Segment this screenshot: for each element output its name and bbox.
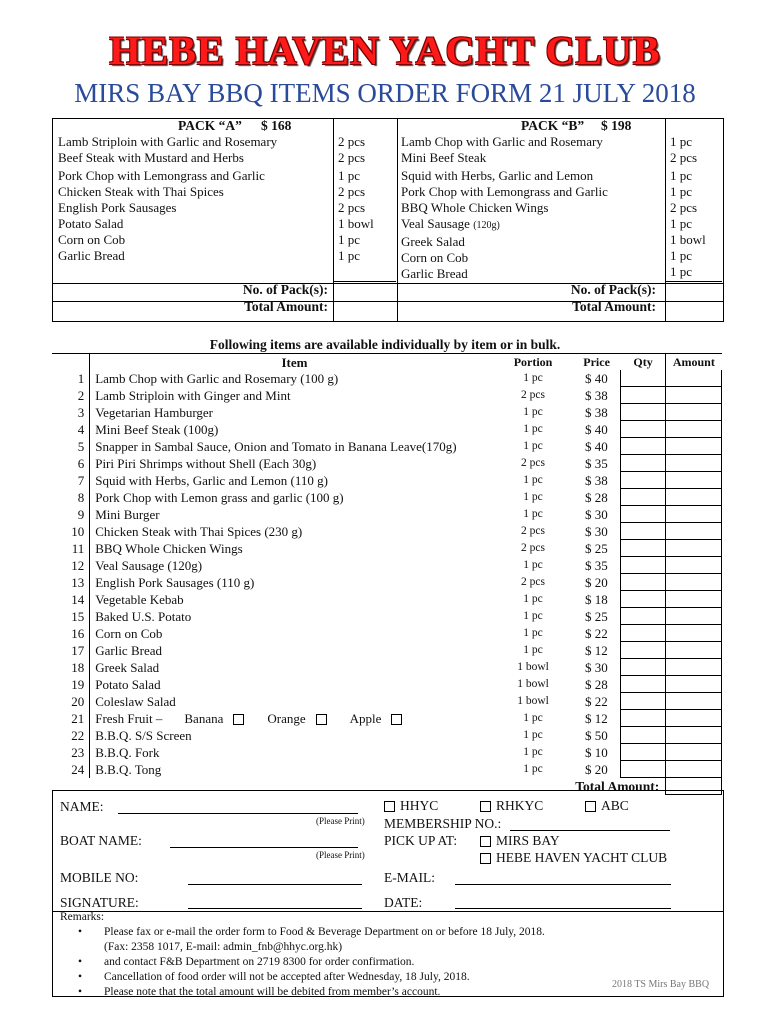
amount-input[interactable] (666, 659, 722, 676)
item-price: $ 40 (584, 370, 608, 386)
checkbox-icon (480, 801, 491, 812)
fruit-option-label: Apple (349, 710, 382, 726)
item-name-text: Fresh Fruit – (95, 710, 163, 726)
list-item: Pork Chop with Lemongrass and Garlic (401, 184, 608, 199)
item-portion: 1 pc (523, 711, 543, 724)
item-name: Vegetarian Hamburger (95, 404, 214, 420)
table-row (52, 472, 722, 489)
item-name: Lamb Chop with Garlic and Rosemary (100 g) (95, 370, 339, 386)
item-portion: 1 pc (523, 439, 543, 452)
qty-input[interactable] (621, 591, 666, 608)
item-portion: 1 pc (523, 558, 543, 571)
remarks-list (78, 925, 545, 1000)
item-qty: 1 pc (670, 184, 693, 199)
pickup-option-label: MIRS BAY (496, 833, 560, 848)
table-header (52, 354, 722, 370)
item-number: 23 (52, 744, 90, 761)
qty-input[interactable] (621, 744, 666, 761)
date-input[interactable] (455, 907, 671, 909)
qty-input[interactable] (621, 540, 666, 557)
amount-input[interactable] (666, 710, 722, 727)
item-name: Piri Piri Shrimps without Shell (Each 30g) (95, 455, 317, 471)
item-portion: 1 pc (523, 643, 543, 656)
club-label: HHYC (400, 798, 439, 813)
item-portion: 1 pc (523, 626, 543, 639)
item-name: Mini Beef Steak (100g) (95, 421, 219, 437)
pack-b-quantities (670, 134, 706, 280)
item-qty: 2 pcs (670, 200, 698, 215)
checkbox-icon (384, 801, 395, 812)
qty-input[interactable] (621, 659, 666, 676)
qty-input[interactable] (621, 370, 666, 387)
item-name: Corn on Cob (95, 625, 163, 641)
item-portion: 1 pc (523, 728, 543, 741)
item-name: Pork Chop with Lemon grass and garlic (100 g) (95, 489, 344, 505)
item-qty: 1 pc (338, 232, 361, 247)
qty-input[interactable] (621, 506, 666, 523)
item-portion: 2 pcs (521, 456, 546, 469)
item-qty: 1 pc (670, 248, 693, 263)
table-row (52, 693, 722, 710)
item-number: 20 (52, 693, 90, 710)
item-price: $ 38 (584, 472, 608, 488)
item-number: 19 (52, 676, 90, 693)
qty-input[interactable] (621, 761, 666, 778)
table-row (52, 574, 722, 591)
checkbox-icon (480, 853, 491, 864)
pack-b-price: $ 198 (601, 118, 632, 133)
list-item: Garlic Bread (58, 248, 125, 263)
table-row (52, 387, 722, 404)
qty-input[interactable] (621, 574, 666, 591)
pack-a-total-label: Total Amount: (244, 299, 328, 314)
table-row (52, 727, 722, 744)
list-item: • Please fax or e-mail the order form to Food & Beverage Department on or before 18 July, 2018. (78, 926, 545, 938)
item-qty: 1 bowl (338, 216, 374, 231)
qty-input[interactable] (621, 472, 666, 489)
item-qty: 1 pc (670, 264, 693, 279)
item-qty: 2 pcs (338, 134, 366, 149)
list-item: Corn on Cob (401, 250, 469, 265)
form-subtitle: MIRS BAY BBQ ITEMS ORDER FORM 21 JULY 2018 (74, 78, 696, 108)
item-name: English Pork Sausages (110 g) (95, 574, 255, 590)
table-row (52, 557, 722, 574)
item-portion: 1 bowl (517, 677, 549, 690)
qty-input[interactable] (621, 625, 666, 642)
col-portion: Portion (513, 354, 553, 369)
col-num (52, 354, 90, 370)
list-item: Corn on Cob (58, 232, 126, 247)
item-qty: 1 pc (670, 134, 693, 149)
footer-note: 2018 TS Mirs Bay BBQ (612, 979, 710, 990)
pack-a-quantities (338, 134, 374, 264)
amount-input[interactable] (666, 387, 722, 404)
amount-input[interactable] (666, 727, 722, 744)
pack-a-items (58, 134, 277, 264)
item-price: $ 30 (584, 659, 608, 675)
item-note: (120g) (473, 220, 500, 231)
item-number: 21 (52, 710, 90, 727)
list-item: English Pork Sausages (58, 200, 177, 215)
table-row (52, 370, 722, 387)
col-item: Item (281, 354, 308, 370)
list-item: Greek Salad (401, 234, 465, 249)
item-price: $ 38 (584, 404, 608, 420)
table-row (52, 676, 722, 693)
fruit-option-banana[interactable] (184, 711, 249, 726)
item-portion: 1 pc (523, 422, 543, 435)
remark-text: (Fax: 2358 1017, E-mail: admin_fnb@hhyc.org.hk) (104, 941, 343, 953)
qty-input[interactable] (621, 387, 666, 404)
pack-a-title: PACK “A” (178, 118, 242, 133)
remark-text: Please fax or e-mail the order form to Food & Beverage Department on or before 18 July, 2018. (104, 926, 545, 938)
item-number: 12 (52, 557, 90, 574)
list-item: Potato Salad (58, 216, 124, 231)
pack-b-title: PACK “B” (521, 118, 585, 133)
col-price: Price (583, 354, 610, 369)
qty-input[interactable] (621, 693, 666, 710)
item-portion: 1 bowl (517, 660, 549, 673)
item-name: B.B.Q. Fork (95, 744, 160, 760)
item-price: $ 18 (584, 591, 608, 607)
amount-input[interactable] (666, 489, 722, 506)
total-label: Total Amount: (575, 778, 660, 794)
amount-input[interactable] (666, 744, 722, 761)
amount-input[interactable] (666, 557, 722, 574)
table-row (52, 659, 722, 676)
signature-input[interactable] (188, 907, 362, 909)
item-name: Coleslaw Salad (95, 693, 176, 709)
qty-input[interactable] (621, 608, 666, 625)
item-number: 2 (52, 387, 90, 404)
item-name: Potato Salad (95, 676, 161, 692)
item-number: 18 (52, 659, 90, 676)
item-portion: 1 pc (523, 609, 543, 622)
item-number: 15 (52, 608, 90, 625)
table-row (52, 761, 722, 778)
checkbox-icon (585, 801, 596, 812)
item-price: $ 40 (584, 421, 608, 437)
item-portion: 1 pc (523, 745, 543, 758)
name-input[interactable] (118, 812, 358, 814)
item-number: 11 (52, 540, 90, 557)
item-number: 22 (52, 727, 90, 744)
membership-label: MEMBERSHIP NO.: (384, 816, 502, 831)
item-portion: 1 pc (523, 762, 543, 775)
item-number: 10 (52, 523, 90, 540)
checkbox-icon (316, 714, 327, 725)
item-number: 24 (52, 761, 90, 778)
club-title: HEBE HAVEN YACHT CLUB (109, 28, 661, 73)
table-row (52, 438, 722, 455)
item-price: $ 35 (584, 557, 608, 573)
amount-input[interactable] (666, 421, 722, 438)
item-qty: 2 pcs (338, 150, 366, 165)
item-qty: 2 pcs (338, 184, 366, 199)
table-row (52, 608, 722, 625)
pack-b-total-label: Total Amount: (572, 299, 656, 314)
amount-input[interactable] (666, 523, 722, 540)
club-option-hhyc[interactable] (384, 798, 438, 814)
item-number: 6 (52, 455, 90, 472)
name-label: NAME: (60, 799, 104, 814)
table-row (52, 744, 722, 761)
amount-input[interactable] (666, 404, 722, 421)
list-item: • Cancellation of food order will not be accepted after Wednesday, 18 July, 2018. (78, 971, 470, 983)
amount-input[interactable] (666, 472, 722, 489)
remark-text: Cancellation of food order will not be accepted after Wednesday, 18 July, 2018. (104, 971, 470, 983)
amount-input[interactable] (666, 540, 722, 557)
item-number: 7 (52, 472, 90, 489)
item-price: $ 22 (584, 625, 608, 641)
list-item: • and contact F&B Department on 2719 8300 for order confirmation. (78, 956, 415, 968)
list-item: Mini Beef Steak (401, 150, 487, 165)
pickup-option-hhyc[interactable] (480, 850, 667, 866)
item-qty: 1 bowl (670, 232, 706, 247)
pickup-option-label: HEBE HAVEN YACHT CLUB (496, 850, 668, 865)
col-qty: Qty (633, 354, 653, 369)
qty-input[interactable] (621, 710, 666, 727)
table-row (52, 421, 722, 438)
pack-a-packs-label: No. of Pack(s): (242, 282, 328, 297)
qty-input[interactable] (621, 642, 666, 659)
amount-input[interactable] (666, 693, 722, 710)
list-item: Squid with Herbs, Garlic and Lemon (401, 168, 594, 183)
list-item: Beef Steak with Mustard and Herbs (58, 150, 244, 165)
item-price: $ 20 (584, 574, 608, 590)
pack-a-qty-input[interactable] (333, 281, 396, 320)
item-portion: 2 pcs (521, 541, 546, 554)
amount-input[interactable] (666, 625, 722, 642)
qty-input[interactable] (621, 557, 666, 574)
list-item: Lamb Striploin with Garlic and Rosemary (58, 134, 278, 149)
table-row (52, 489, 722, 506)
item-name: Veal Sausage (401, 216, 470, 231)
signature-label: SIGNATURE: (60, 895, 139, 910)
item-portion: 1 pc (523, 592, 543, 605)
item-price: $ 10 (584, 744, 608, 760)
table-row (52, 625, 722, 642)
qty-input[interactable] (621, 438, 666, 455)
club-label: ABC (601, 798, 629, 813)
item-portion: 1 pc (523, 405, 543, 418)
individual-heading: Following items are available individually by item or in bulk. (209, 337, 561, 352)
list-item: Chicken Steak with Thai Spices (58, 184, 224, 199)
item-price: $ 20 (584, 761, 608, 777)
fruit-option-apple[interactable] (350, 711, 408, 726)
item-price: $ 28 (584, 489, 608, 505)
item-name: Veal Sausage (120g) (95, 557, 203, 573)
club-option-rhkyc[interactable] (480, 798, 543, 814)
col-amount: Amount (666, 354, 722, 370)
item-name: B.B.Q. S/S Screen (95, 727, 192, 743)
table-row (52, 540, 722, 557)
please-print-note: (Please Print) (316, 850, 365, 860)
item-portion: 1 pc (523, 490, 543, 503)
qty-input[interactable] (621, 455, 666, 472)
item-number: 8 (52, 489, 90, 506)
fruit-option-orange[interactable] (267, 711, 331, 726)
list-item: BBQ Whole Chicken Wings (401, 200, 549, 215)
remark-text: and contact F&B Department on 2719 8300 for order confirmation. (104, 956, 415, 968)
item-portion: 2 pcs (521, 575, 546, 588)
item-name: BBQ Whole Chicken Wings (95, 540, 243, 556)
item-name: Greek Salad (95, 659, 160, 675)
item-portion: 1 pc (523, 371, 543, 384)
club-label: RHKYC (496, 798, 544, 813)
membership-input[interactable] (510, 829, 670, 831)
item-name: Snapper in Sambal Sauce, Onion and Tomato in Banana Leave(170g) (95, 438, 457, 454)
email-input[interactable] (455, 883, 671, 885)
amount-input[interactable] (666, 591, 722, 608)
checkbox-icon (480, 836, 491, 847)
item-qty: 1 pc (338, 248, 361, 263)
item-name (90, 710, 494, 727)
pack-b-packs-label: No. of Pack(s): (570, 282, 656, 297)
item-number: 17 (52, 642, 90, 659)
item-price: $ 38 (584, 387, 608, 403)
table-row (52, 523, 722, 540)
item-price: $ 35 (584, 455, 608, 471)
qty-input[interactable] (621, 523, 666, 540)
item-qty: 2 pcs (338, 200, 366, 215)
email-label: E-MAIL: (384, 870, 435, 885)
item-qty: 2 pcs (670, 150, 698, 165)
item-number: 13 (52, 574, 90, 591)
pickup-option-mirs-bay[interactable] (480, 833, 560, 849)
item-number: 14 (52, 591, 90, 608)
item-name: Lamb Striploin with Ginger and Mint (95, 387, 291, 403)
amount-input[interactable] (666, 455, 722, 472)
qty-input[interactable] (621, 727, 666, 744)
remark-text: Please note that the total amount will be debited from member’s account. (104, 986, 441, 998)
item-name: Garlic Bread (95, 642, 162, 658)
qty-input[interactable] (621, 404, 666, 421)
date-label: DATE: (384, 895, 423, 910)
pack-b-qty-input[interactable] (665, 281, 722, 320)
pack-b-items (401, 134, 608, 282)
mobile-input[interactable] (188, 883, 362, 885)
item-portion: 1 pc (523, 473, 543, 486)
mobile-label: MOBILE NO: (60, 870, 139, 885)
item-name: B.B.Q. Tong (95, 761, 162, 777)
amount-input[interactable] (666, 574, 722, 591)
item-portion: 1 bowl (517, 694, 549, 707)
amount-input[interactable] (666, 506, 722, 523)
items-table (52, 354, 722, 795)
item-price: $ 28 (584, 676, 608, 692)
item-name: Mini Burger (95, 506, 160, 522)
item-name: Chicken Steak with Thai Spices (230 g) (95, 523, 303, 539)
pickup-label: PICK UP AT: (384, 833, 458, 848)
item-qty: 1 pc (670, 216, 693, 231)
qty-input[interactable] (621, 489, 666, 506)
item-portion: 2 pcs (521, 524, 546, 537)
item-qty: 1 pc (338, 168, 361, 183)
table-row (52, 642, 722, 659)
list-item: Garlic Bread (401, 266, 468, 281)
list-item: Lamb Chop with Garlic and Rosemary (401, 134, 603, 149)
item-portion: 2 pcs (521, 388, 546, 401)
amount-input[interactable] (666, 438, 722, 455)
item-price: $ 22 (584, 693, 608, 709)
list-item (401, 216, 608, 234)
boat-name-input[interactable] (170, 846, 358, 848)
amount-input[interactable] (666, 676, 722, 693)
item-price: $ 12 (584, 642, 608, 658)
item-price: $ 50 (584, 727, 608, 743)
item-name: Squid with Herbs, Garlic and Lemon (110 g) (95, 472, 328, 488)
club-option-abc[interactable] (585, 798, 629, 814)
pack-a-price: $ 168 (261, 118, 292, 133)
item-portion: 1 pc (523, 507, 543, 520)
amount-input[interactable] (666, 370, 722, 387)
item-price: $ 30 (584, 506, 608, 522)
item-number: 9 (52, 506, 90, 523)
table-row (52, 404, 722, 421)
item-price: $ 25 (584, 540, 608, 556)
list-item (78, 940, 545, 955)
table-row (52, 506, 722, 523)
checkbox-icon (391, 714, 402, 725)
amount-input[interactable] (666, 608, 722, 625)
item-price: $ 40 (584, 438, 608, 454)
table-row (52, 710, 722, 727)
item-number: 4 (52, 421, 90, 438)
qty-input[interactable] (621, 421, 666, 438)
item-number: 5 (52, 438, 90, 455)
item-qty: 1 pc (670, 168, 693, 183)
fruit-option-label: Banana (184, 710, 224, 726)
please-print-note: (Please Print) (316, 816, 365, 826)
boat-name-label: BOAT NAME: (60, 833, 142, 848)
remarks-label: Remarks: (60, 911, 105, 923)
amount-input[interactable] (666, 642, 722, 659)
table-row (52, 455, 722, 472)
checkbox-icon (233, 714, 244, 725)
item-number: 16 (52, 625, 90, 642)
item-name: Baked U.S. Potato (95, 608, 192, 624)
amount-input[interactable] (666, 761, 722, 778)
item-number: 3 (52, 404, 90, 421)
item-number: 1 (52, 370, 90, 387)
item-price: $ 12 (584, 710, 608, 726)
table-row (52, 591, 722, 608)
item-price: $ 30 (584, 523, 608, 539)
qty-input[interactable] (621, 676, 666, 693)
item-name: Vegetable Kebab (95, 591, 184, 607)
list-item: Pork Chop with Lemongrass and Garlic (58, 168, 265, 183)
fruit-option-label: Orange (267, 710, 306, 726)
list-item: • Please note that the total amount will be debited from member’s account. (78, 986, 441, 998)
item-price: $ 25 (584, 608, 608, 624)
